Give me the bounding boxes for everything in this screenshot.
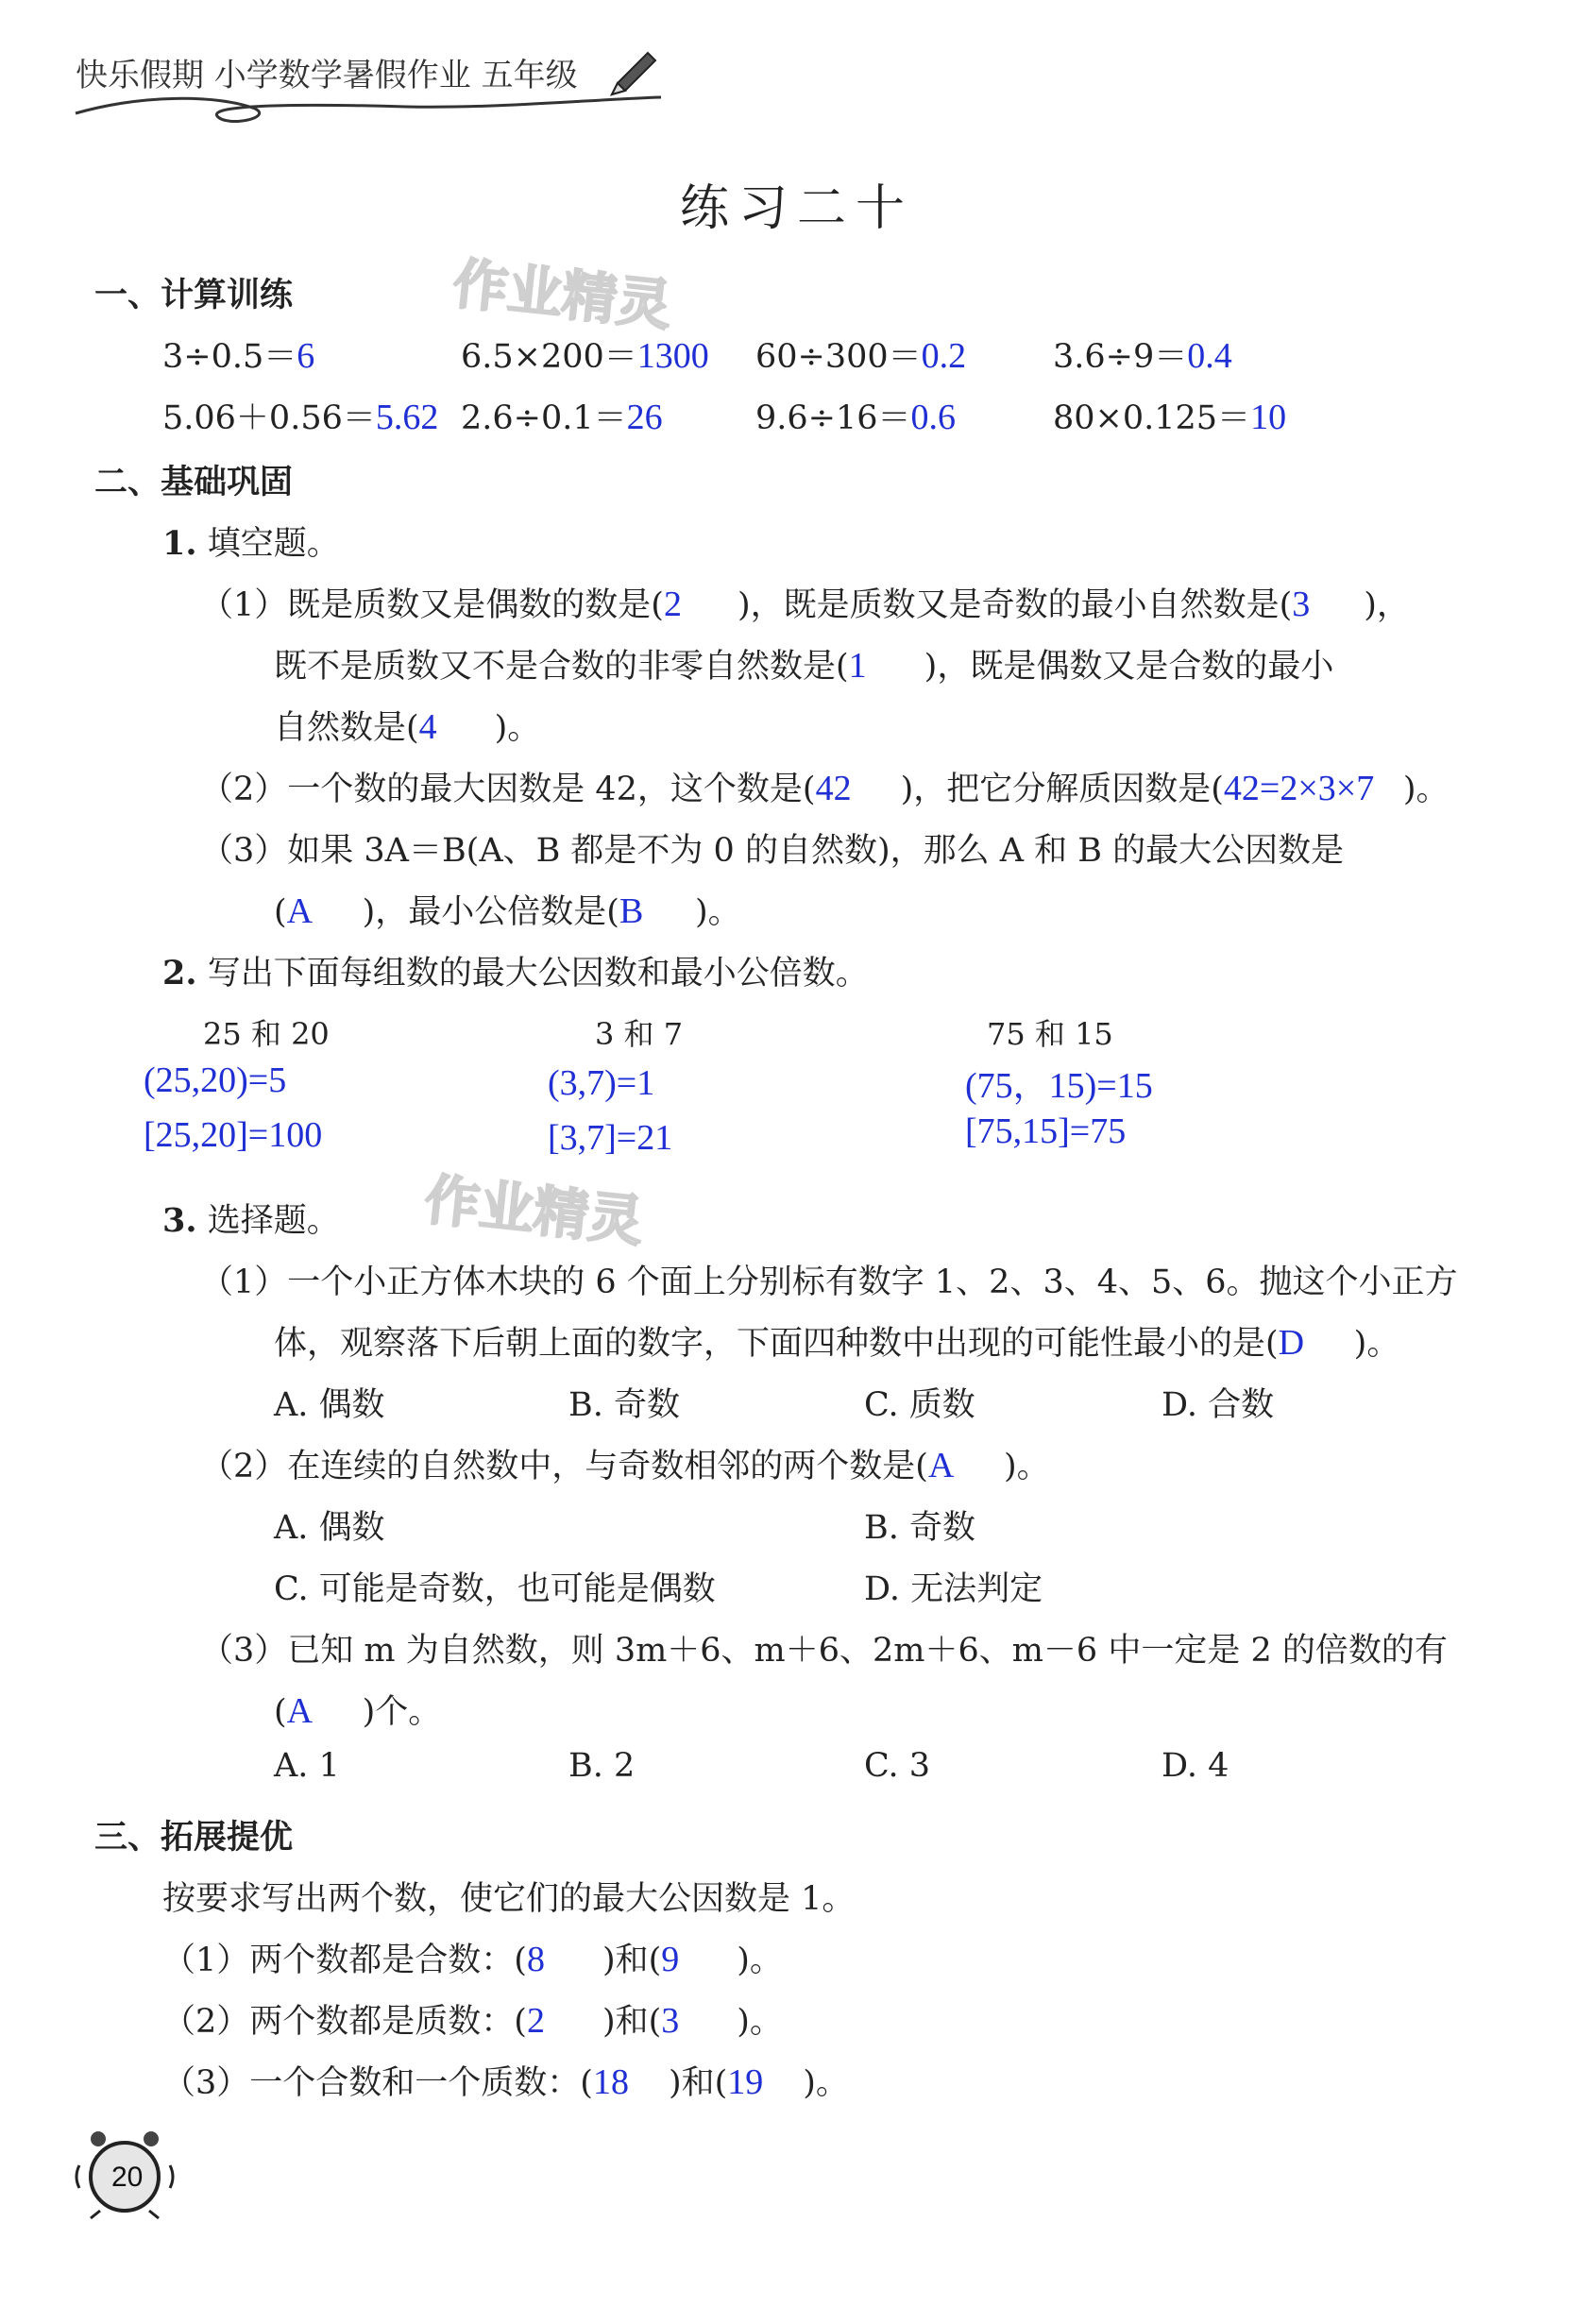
answer: 2 [663,585,682,624]
answer: 42=2×3×7 [1223,769,1375,808]
answer: 8 [526,1940,545,1979]
answer: 3 [661,2001,680,2041]
calc-item: 2.6÷0.1＝26 [461,398,663,437]
page-title: 练习二十 [680,180,915,237]
answer: 5.62 [375,398,439,437]
book-header-title: 快乐假期 小学数学暑假作业 五年级 [76,57,578,94]
calc-item: 6.5×200＝1300 [461,336,709,376]
question-title: 3. 选择题。 [162,1201,340,1240]
answer: B [619,891,644,931]
answer: [3,7]=21 [548,1118,673,1158]
calc-item: 9.6÷16＝0.6 [755,398,957,437]
answer: A [286,1691,314,1731]
fill-line: （2）一个数的最大因数是 42，这个数是(42 )，把它分解质因数是(42=2×3×7 )。 [200,769,1450,808]
answer: D [1278,1323,1305,1363]
answer: 10 [1250,398,1287,437]
fill-line: (A )个。 [274,1691,442,1731]
answer: 1300 [636,336,709,376]
answer: 19 [727,2062,764,2102]
group-label: 3 和 7 [595,1016,684,1052]
option: B. 2 [568,1747,636,1785]
option: B. 奇数 [568,1386,680,1424]
question-title: 1. 填空题。 [162,524,340,563]
answer: 9 [661,1940,680,1979]
section-intro: 按要求写出两个数，使它们的最大公因数是 1。 [162,1880,856,1918]
answer: A [286,891,314,931]
watermark: 作业精灵 [449,251,675,338]
calc-item: 60÷300＝0.2 [755,336,967,376]
page-number-badge [91,2139,176,2214]
answer: 4 [418,707,437,747]
group-label: 25 和 20 [203,1016,330,1052]
answer: 0.2 [921,336,967,376]
section-heading: 一、计算训练 [94,277,294,314]
group-label: 75 和 15 [987,1016,1113,1052]
answer: (25,20)=5 [144,1060,287,1100]
fill-line: (A )，最小公倍数是(B )。 [274,891,741,931]
option: C. 可能是奇数，也可能是偶数 [274,1570,716,1608]
calc-item: 80×0.125＝10 [1053,398,1287,437]
fill-line: 既不是质数又不是合数的非零自然数是(1 )，既是偶数又是合数的最小 [274,646,1334,686]
answer: 0.4 [1187,336,1232,376]
option: D. 合数 [1162,1386,1275,1424]
fill-line: 自然数是(4 )。 [274,707,541,747]
option: A. 偶数 [274,1509,385,1547]
answer: (3,7)=1 [548,1063,655,1103]
answer: 26 [626,398,663,437]
fill-line: （1）一个小正方体木块的 6 个面上分别标有数字 1、2、3、4、5、6。抛这个小正方 [200,1264,1458,1301]
answer: [75,15]=75 [965,1111,1127,1151]
fill-line: （1）既是质数又是偶数的数是(2 )，既是质数又是奇数的最小自然数是(3 )， [200,585,1410,624]
calc-item: 3÷0.5＝6 [162,336,315,376]
option: D. 无法判定 [864,1570,1043,1608]
fill-line: 体，观察落下后朝上面的数字，下面四种数中出现的可能性最小的是(D )。 [274,1323,1400,1363]
fill-line: （3）如果 3A＝B(A、B 都是不为 0 的自然数)，那么 A 和 B 的最大公因数是 [200,832,1345,870]
fill-line: （3）已知 m 为自然数，则 3m＋6、m＋6、2m＋6、m－6 中一定是 2 的倍数的有 [200,1632,1448,1670]
fill-line: （2）两个数都是质数：(2 )和(3 )。 [162,2001,783,2041]
fill-line: （1）两个数都是合数：(8 )和(9 )。 [162,1940,783,1979]
option: C. 3 [864,1747,931,1785]
answer: [25,20]=100 [144,1115,323,1155]
option: D. 4 [1162,1747,1229,1785]
option: C. 质数 [864,1386,975,1424]
answer: (75，15)=15 [965,1066,1153,1106]
question-title: 2. 写出下面每组数的最大公因数和最小公倍数。 [162,954,869,992]
answer: 18 [592,2062,629,2102]
calc-item: 3.6÷9＝0.4 [1053,336,1232,376]
answer: 6 [297,336,315,376]
option: A. 偶数 [274,1386,385,1424]
option: A. 1 [274,1747,340,1785]
answer: 1 [848,646,867,686]
answer: 0.6 [910,398,957,437]
fill-line: （2）在连续的自然数中，与奇数相邻的两个数是(A )。 [200,1446,1050,1485]
fill-line: （3）一个合数和一个质数：(18 )和(19 )。 [162,2062,849,2102]
page-number: 20 [111,2162,144,2193]
watermark: 作业精灵 [421,1167,647,1254]
option: B. 奇数 [864,1509,975,1547]
answer: 3 [1292,585,1311,624]
section-heading: 三、拓展提优 [94,1819,294,1857]
answer: A [927,1446,955,1485]
calc-item: 5.06＋0.56＝5.62 [162,398,439,437]
answer: 2 [526,2001,545,2041]
section-heading: 二、基础巩固 [94,464,294,501]
header-swoosh [66,90,670,137]
answer: 42 [815,769,852,808]
